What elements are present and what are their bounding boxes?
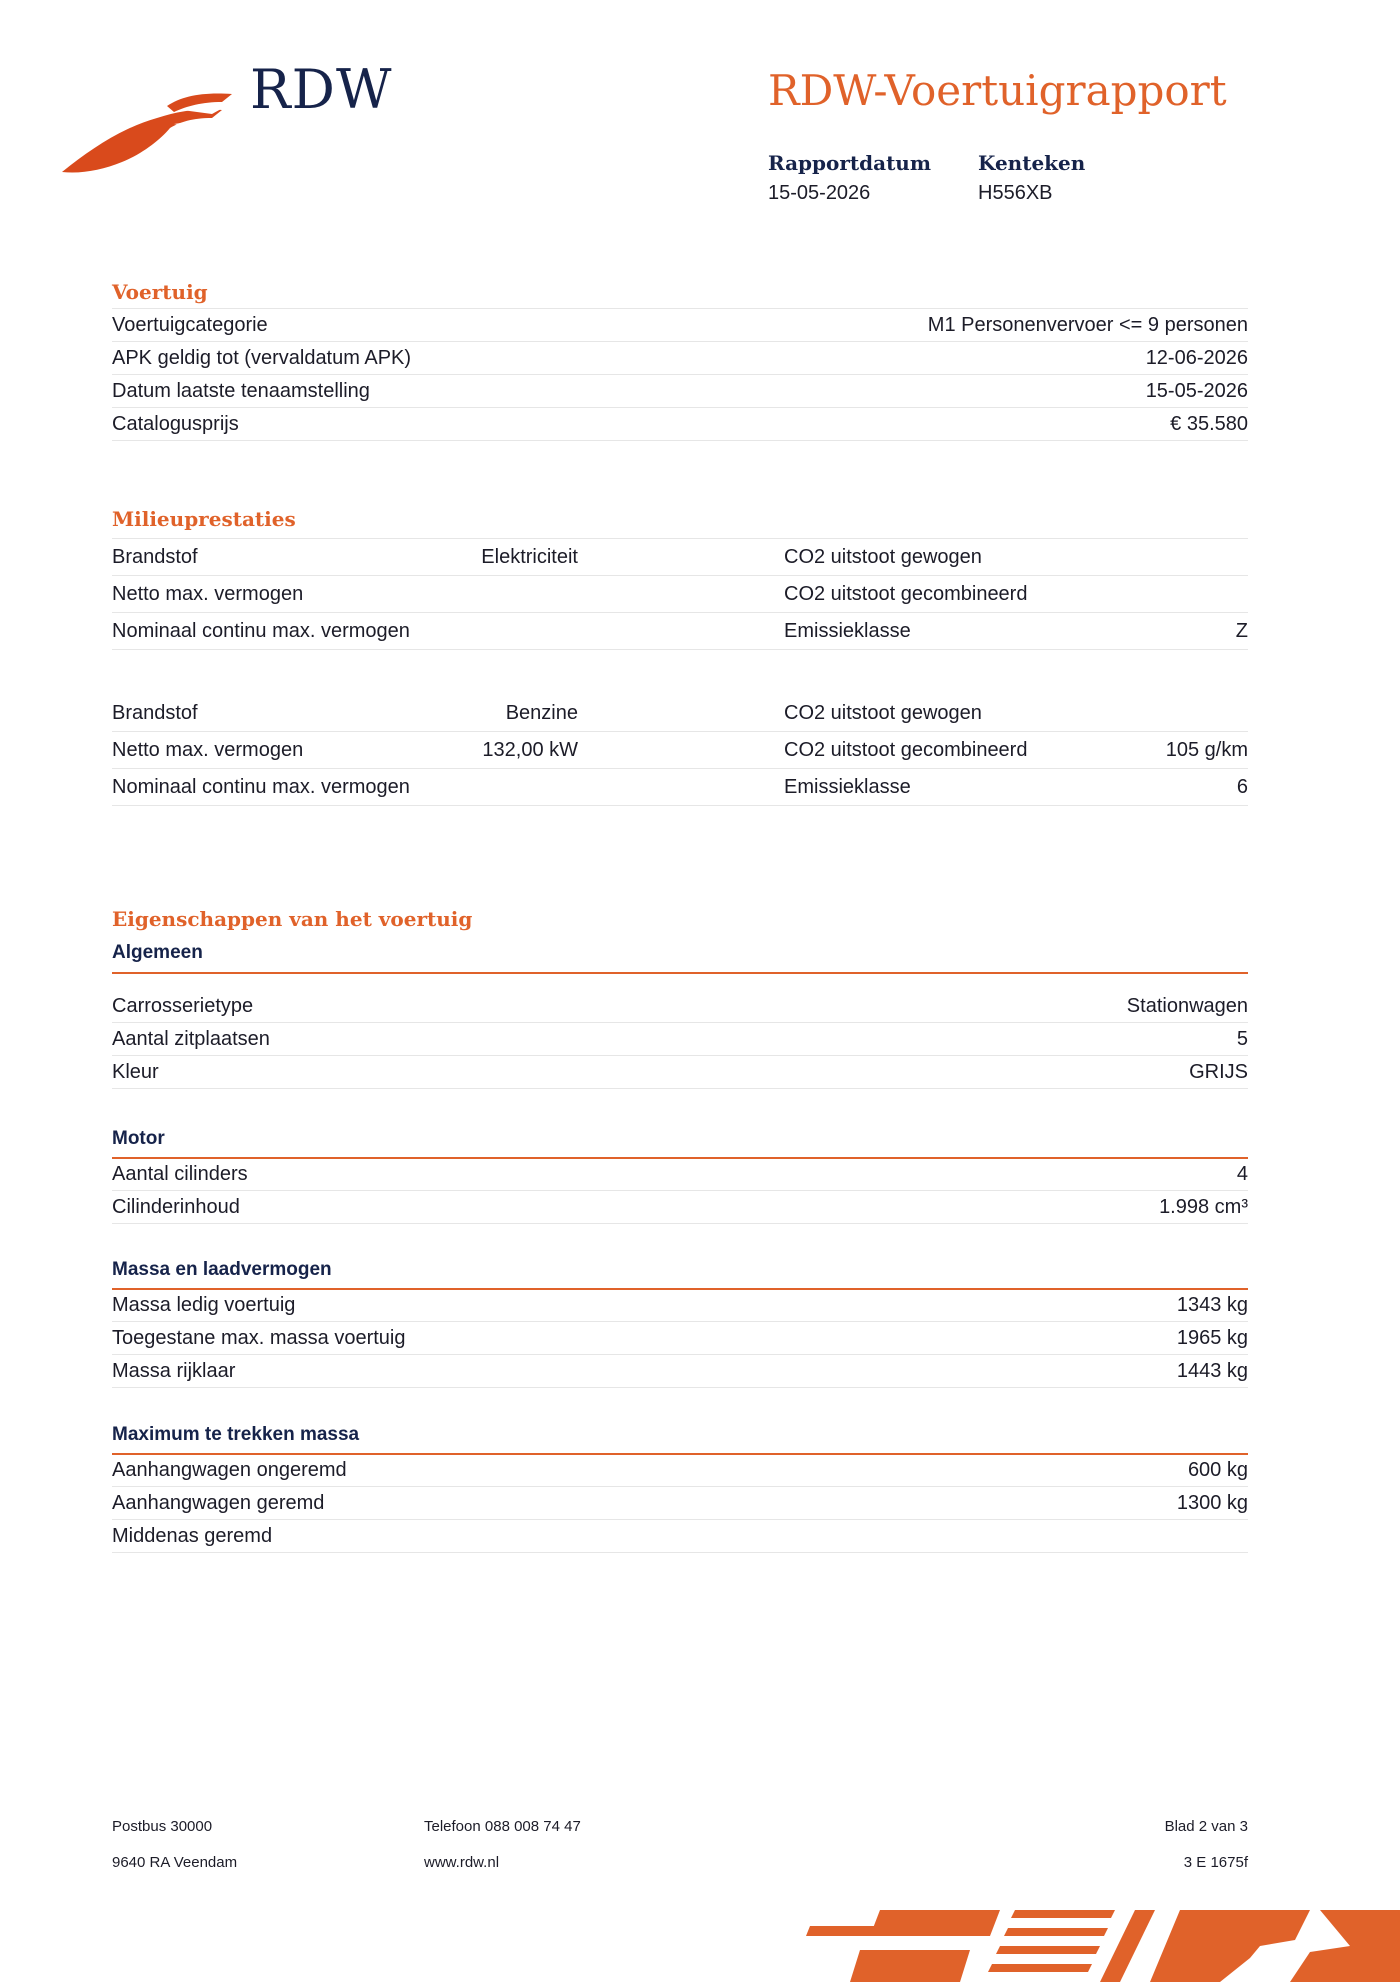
row-value: 1300 kg: [1176, 1491, 1248, 1514]
footer-address-line1: Postbus 30000: [112, 1818, 213, 1835]
cell-label: CO2 uitstoot gecombineerd: [784, 583, 1028, 605]
cell-label: Emissieklasse: [784, 776, 911, 798]
row-value: M1 Personenvervoer <= 9 personen: [927, 313, 1248, 336]
table-row: [112, 341, 1248, 374]
cell-label: Nominaal continu max. vermogen: [112, 620, 410, 642]
subsection-title-engine: Motor: [112, 1128, 165, 1149]
row-label: Catalogusprijs: [112, 412, 239, 435]
table-row: [112, 1158, 1248, 1190]
cell-label: Brandstof: [112, 546, 198, 568]
cell-label: CO2 uitstoot gewogen: [784, 546, 982, 568]
cell-value: 132,00 kW: [482, 739, 578, 761]
report-title: RDW-Voertuigrapport: [768, 66, 1227, 115]
row-value: Stationwagen: [1126, 994, 1248, 1017]
row-label: Massa rijklaar: [112, 1359, 236, 1382]
table-row: [112, 538, 1248, 576]
row-value: 600 kg: [1187, 1458, 1248, 1481]
table-row: [112, 576, 1248, 613]
environment-block-electric: [112, 538, 1248, 650]
footer-page-number: Blad 2 van 3: [1164, 1818, 1248, 1835]
row-value: 1343 kg: [1176, 1293, 1248, 1316]
cell-label: Brandstof: [112, 702, 198, 724]
row-value: 1.998 cm³: [1159, 1195, 1248, 1218]
table-row: [112, 1354, 1248, 1388]
row-value: 15-05-2026: [1145, 379, 1248, 402]
row-label: Carrosserietype: [112, 994, 254, 1017]
section-title-vehicle: Voertuig: [112, 280, 208, 304]
table-row: [112, 407, 1248, 441]
table-row: [112, 990, 1248, 1022]
report-date-value: 15-05-2026: [768, 182, 871, 204]
subsection-title-towing: Maximum te trekken massa: [112, 1424, 360, 1445]
row-value: 1443 kg: [1176, 1359, 1248, 1382]
table-row: [112, 732, 1248, 769]
environment-block-petrol: [112, 695, 1248, 806]
section-title-properties: Eigenschappen van het voertuig: [112, 907, 473, 931]
plate-label: Kenteken: [978, 151, 1086, 175]
cell-label: Netto max. vermogen: [112, 583, 304, 605]
cell-label: Nominaal continu max. vermogen: [112, 776, 410, 798]
row-label: Aanhangwagen geremd: [112, 1491, 325, 1514]
cell-value: 6: [1236, 776, 1248, 798]
row-value: 5: [1236, 1027, 1248, 1050]
cell-label: Netto max. vermogen: [112, 739, 304, 761]
engine-table: [112, 1158, 1248, 1224]
row-label: Middenas geremd: [112, 1524, 273, 1547]
table-row: [112, 1454, 1248, 1486]
towing-table: [112, 1454, 1248, 1553]
row-label: Aantal zitplaatsen: [112, 1027, 270, 1050]
row-label: Kleur: [112, 1060, 159, 1083]
row-label: Massa ledig voertuig: [112, 1293, 296, 1316]
row-label: Aanhangwagen ongeremd: [112, 1458, 347, 1481]
cell-value: Benzine: [505, 702, 578, 724]
row-label: Datum laatste tenaamstelling: [112, 379, 370, 402]
subsection-title-general: Algemeen: [112, 942, 203, 963]
cell-value: Elektriciteit: [481, 546, 578, 568]
row-label: Aantal cilinders: [112, 1162, 248, 1185]
table-row: [112, 1321, 1248, 1354]
mass-table: [112, 1289, 1248, 1388]
footer-document-code: 3 E 1675f: [1183, 1854, 1248, 1871]
cell-label: Emissieklasse: [784, 620, 911, 642]
cell-value: 105 g/km: [1165, 739, 1248, 761]
rdw-logo-text: RDW: [250, 58, 393, 121]
table-row: [112, 695, 1248, 732]
row-value: 12-06-2026: [1145, 346, 1248, 369]
row-value: 1965 kg: [1176, 1326, 1248, 1349]
plate-value: H556XB: [978, 182, 1053, 204]
cell-label: CO2 uitstoot gewogen: [784, 702, 982, 724]
table-row: [112, 1022, 1248, 1055]
table-row: [112, 308, 1248, 341]
table-row: [112, 769, 1248, 806]
footer-phone: Telefoon 088 008 74 47: [424, 1818, 581, 1835]
subsection-rule: [112, 972, 1248, 974]
table-row: [112, 613, 1248, 650]
footer-address-line2: 9640 RA Veendam: [112, 1854, 238, 1871]
table-row: [112, 374, 1248, 407]
row-label: Voertuigcategorie: [112, 313, 268, 336]
vehicle-table: [112, 308, 1248, 441]
row-label: Cilinderinhoud: [112, 1195, 240, 1218]
cell-value: Z: [1235, 620, 1248, 642]
row-value: GRIJS: [1189, 1060, 1248, 1083]
rdw-logo-icon: [62, 88, 232, 180]
table-row: [112, 1289, 1248, 1321]
row-label: Toegestane max. massa voertuig: [112, 1326, 406, 1349]
table-row: [112, 1519, 1248, 1553]
general-table: [112, 990, 1248, 1089]
subsection-title-mass: Massa en laadvermogen: [112, 1259, 332, 1280]
table-row: [112, 1190, 1248, 1224]
section-title-environment: Milieuprestaties: [112, 507, 296, 531]
cell-label: CO2 uitstoot gecombineerd: [784, 739, 1028, 761]
footer-website-link[interactable]: www.rdw.nl: [424, 1854, 500, 1871]
table-row: [112, 1486, 1248, 1519]
row-value: € 35.580: [1170, 412, 1248, 435]
row-label: APK geldig tot (vervaldatum APK): [112, 346, 412, 369]
row-value: 4: [1236, 1162, 1248, 1185]
report-date-label: Rapportdatum: [768, 151, 932, 175]
table-row: [112, 1055, 1248, 1089]
rdw-stripes-decoration-icon: [790, 1906, 1400, 1982]
